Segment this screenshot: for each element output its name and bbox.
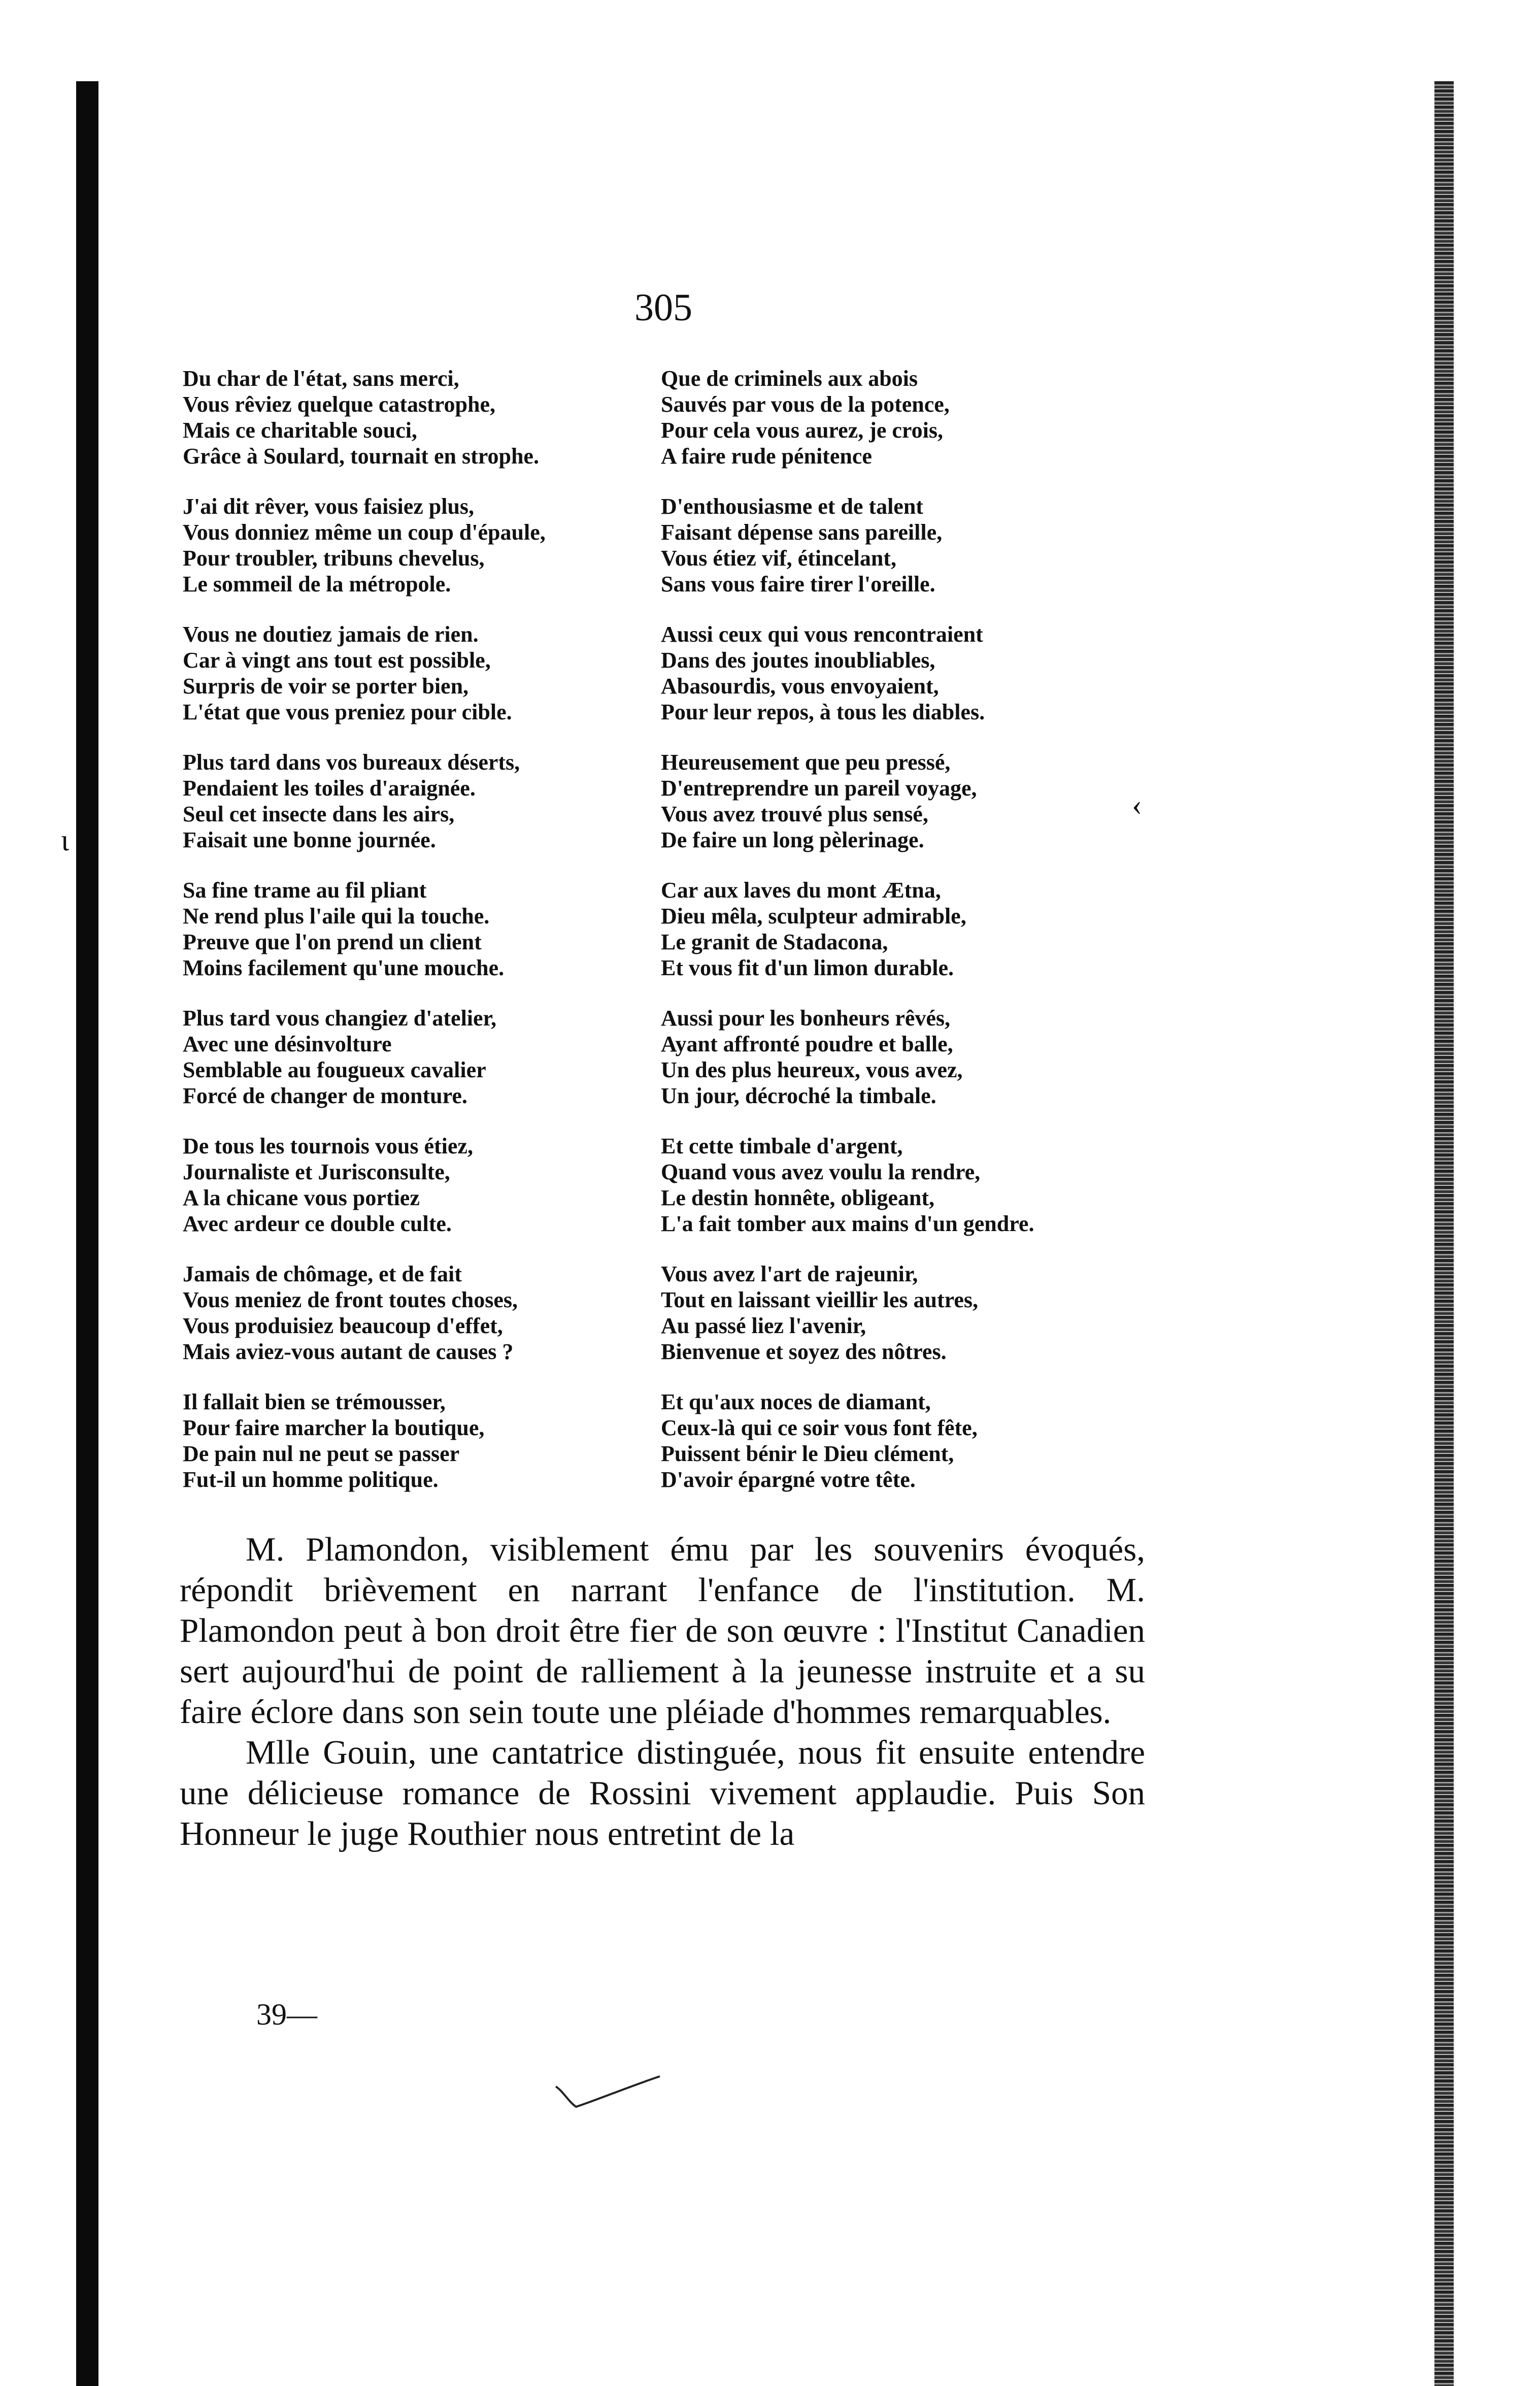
signature-mark: 39— <box>256 1998 317 2031</box>
poem-line: Que de criminels aux abois <box>661 366 918 391</box>
poem-line: Vous avez l'art de rajeunir, <box>661 1262 918 1286</box>
poem-line: Et qu'aux noces de diamant, <box>661 1389 931 1414</box>
poem-line: Vous étiez vif, étincelant, <box>661 546 896 571</box>
poem-line: Bienvenue et soyez des nôtres. <box>661 1339 947 1364</box>
poem-stanza <box>183 749 546 853</box>
poem-line: Car à vingt ans tout est possible, <box>183 648 491 673</box>
poem-stanza <box>661 1389 1034 1493</box>
poem-line: Avec une désinvolture <box>183 1032 392 1056</box>
poem-stanza <box>661 1005 1034 1109</box>
poem-line: Vous rêviez quelque catastrophe, <box>183 392 495 417</box>
poem-line: Pendaient les toiles d'araignée. <box>183 776 476 801</box>
poem-line: A la chicane vous portiez <box>183 1185 420 1210</box>
poem-line: Ayant affronté poudre et balle, <box>661 1032 953 1056</box>
poem-line: Pour cela vous aurez, je crois, <box>661 418 944 443</box>
poem-line: Plus tard vous changiez d'atelier, <box>183 1006 497 1031</box>
poem-line: Plus tard dans vos bureaux déserts, <box>183 750 520 775</box>
pencil-check-mark <box>553 2071 665 2117</box>
poem-line: Le destin honnête, obligeant, <box>661 1185 935 1210</box>
poem-line: L'état que vous preniez pour cible. <box>183 700 512 724</box>
poem-line: Semblable au fougueux cavalier <box>183 1057 486 1082</box>
poem-line: Sa fine trame au fil pliant <box>183 878 427 903</box>
poem-column-right <box>661 366 1034 1517</box>
poem-line: Grâce à Soulard, tournait en strophe. <box>183 444 539 469</box>
poem-line: L'a fait tomber aux mains d'un gendre. <box>661 1211 1034 1236</box>
prose-paragraph: Mlle Gouin, une cantatrice distinguée, nous fit ensuite entendre une délicieuse romance de Rossini vivement applaudie. Puis Son Honneur le juge Routhier nous entretint de la <box>180 1734 1145 1852</box>
poem-stanza <box>183 621 546 725</box>
poem-line: Abasourdis, vous envoyaient, <box>661 674 939 699</box>
poem-line: Quand vous avez voulu la rendre, <box>661 1159 981 1184</box>
poem-line: De pain nul ne peut se passer <box>183 1441 460 1466</box>
poem-line: Le sommeil de la métropole. <box>183 572 451 596</box>
poem-line: Et vous fit d'un limon durable. <box>661 955 954 980</box>
poem-line: Heureusement que peu pressé, <box>661 750 951 775</box>
poem-line: Car aux laves du mont Ætna, <box>661 878 941 903</box>
poem-stanza <box>183 1261 546 1365</box>
poem-line: Il fallait bien se trémousser, <box>183 1389 446 1414</box>
poem-line: Fut-il un homme politique. <box>183 1467 439 1492</box>
poem-line: Un jour, décroché la timbale. <box>661 1083 936 1108</box>
poem-stanza <box>661 366 1034 469</box>
poem-line: Tout en laissant vieillir les autres, <box>661 1287 979 1312</box>
poem-line: Vous donniez même un coup d'épaule, <box>183 520 546 545</box>
poem-line: Du char de l'état, sans merci, <box>183 366 459 391</box>
page-number: 305 <box>634 286 692 329</box>
poem-stanza <box>183 493 546 597</box>
poem-line: De tous les tournois vous étiez, <box>183 1134 473 1158</box>
poem-line: Ne rend plus l'aile qui la touche. <box>183 904 490 929</box>
poem-line: Journaliste et Jurisconsulte, <box>183 1159 450 1184</box>
poem-line: De faire un long pèlerinage. <box>661 827 924 852</box>
poem-line: Avec ardeur ce double culte. <box>183 1211 452 1236</box>
poem-line: Forcé de changer de monture. <box>183 1083 467 1108</box>
poem-line: Vous ne doutiez jamais de rien. <box>183 622 479 647</box>
poem-line: Dans des joutes inoubliables, <box>661 648 935 673</box>
poem-stanza <box>661 621 1034 725</box>
poem-line: Moins facilement qu'une mouche. <box>183 955 505 980</box>
poem-column-left <box>183 366 546 1517</box>
poem-line: D'enthousiasme et de talent <box>661 494 923 519</box>
poem-stanza <box>183 1133 546 1237</box>
poem-line: Mais ce charitable souci, <box>183 418 417 443</box>
poem-line: Jamais de chômage, et de fait <box>183 1262 462 1286</box>
poem-line: Puissent bénir le Dieu clément, <box>661 1441 954 1466</box>
poem-line: Pour faire marcher la boutique, <box>183 1415 485 1440</box>
poem-line: Surpris de voir se porter bien, <box>183 674 469 699</box>
poem-line: Faisant dépense sans pareille, <box>661 520 943 545</box>
poem-line: Ceux-là qui ce soir vous font fête, <box>661 1415 978 1440</box>
poem-stanza <box>183 1005 546 1109</box>
poem-stanza <box>183 1389 546 1493</box>
poem-line: Aussi pour les bonheurs rêvés, <box>661 1006 951 1031</box>
poem-line: Seul cet insecte dans les airs, <box>183 802 455 826</box>
poem-line: Pour troubler, tribuns chevelus, <box>183 546 485 571</box>
poem-line: Preuve que l'on prend un client <box>183 930 482 954</box>
prose-body <box>180 1529 1145 1854</box>
poem-stanza <box>661 877 1034 981</box>
poem-line: D'entreprendre un pareil voyage, <box>661 776 977 801</box>
poem-line: Mais aviez-vous autant de causes ? <box>183 1339 514 1364</box>
margin-mark-left: ι <box>61 823 70 857</box>
poem-stanza <box>661 1261 1034 1365</box>
poem-line: Au passé liez l'avenir, <box>661 1313 866 1338</box>
poem-stanza <box>183 877 546 981</box>
poem-line: Et cette timbale d'argent, <box>661 1134 903 1158</box>
poem-stanza <box>661 749 1034 853</box>
poem-line: Vous avez trouvé plus sensé, <box>661 802 928 826</box>
poem-line: A faire rude pénitence <box>661 444 872 469</box>
poem-line: J'ai dit rêver, vous faisiez plus, <box>183 494 475 519</box>
poem-line: Sans vous faire tirer l'oreille. <box>661 572 935 596</box>
poem-line: Pour leur repos, à tous les diables. <box>661 700 985 724</box>
scan-binding-edge-left <box>76 81 98 2386</box>
poem-line: Dieu mêla, sculpteur admirable, <box>661 904 966 929</box>
scan-binding-edge-right <box>1434 81 1454 2386</box>
poem-line: Le granit de Stadacona, <box>661 930 888 954</box>
poem-line: Aussi ceux qui vous rencontraient <box>661 622 983 647</box>
poem-line: Vous produisiez beaucoup d'effet, <box>183 1313 503 1338</box>
poem-stanza <box>183 366 546 469</box>
prose-paragraph: M. Plamondon, visiblement ému par les souvenirs évoqués, répondit brièvement en narrant l'enfance de l'institution. M. Plamondon peut à bon droit être fier de son œuvre : l'Institut Canadien sert aujourd'hui de point de ralliement à la jeunesse instruite et a su faire éclore dans son sein toute une pléiade d'hommes remarquables. <box>180 1531 1145 1731</box>
poem-stanza <box>661 1133 1034 1237</box>
poem-line: Un des plus heureux, vous avez, <box>661 1057 963 1082</box>
poem-line: D'avoir épargné votre tête. <box>661 1467 916 1492</box>
poem-stanza <box>661 493 1034 597</box>
poem-line: Vous meniez de front toutes choses, <box>183 1287 518 1312</box>
poem-line: Faisait une bonne journée. <box>183 827 436 852</box>
poem-line: Sauvés par vous de la potence, <box>661 392 950 417</box>
margin-mark-right: ‹ <box>1132 788 1142 821</box>
